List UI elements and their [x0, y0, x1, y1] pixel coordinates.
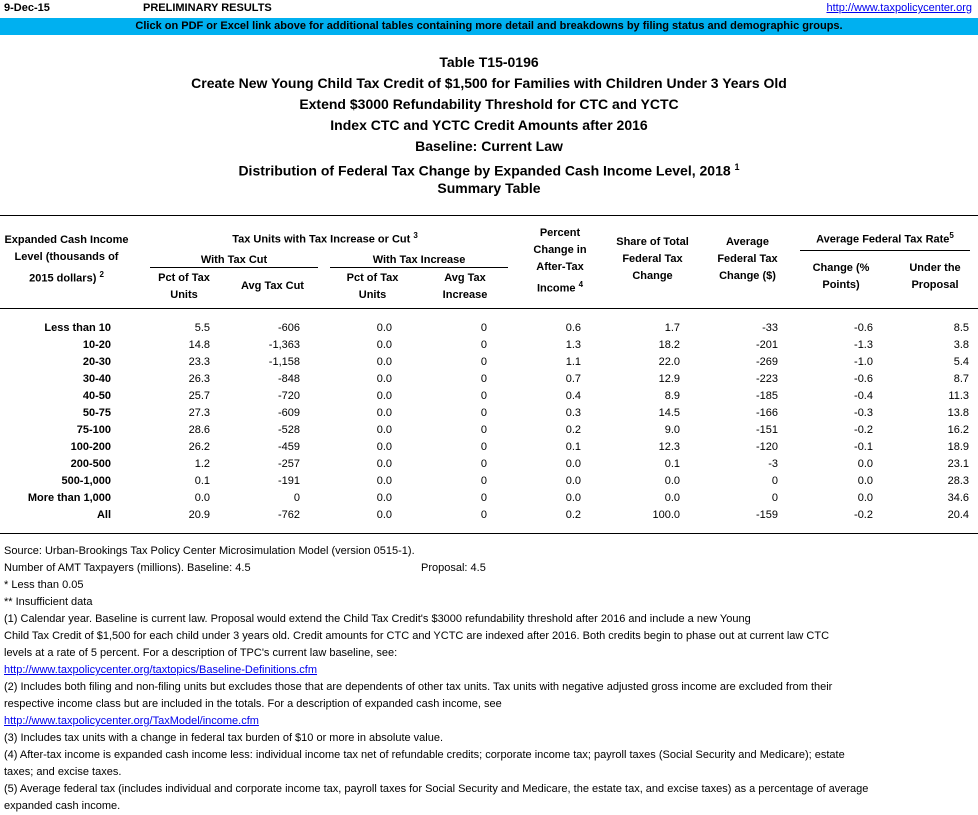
value-cell: 16.2	[947, 424, 969, 436]
info-banner: Click on PDF or Excel link above for additional tables containing more detail and breakdowns by filing status and demographic groups.	[0, 18, 978, 35]
value-cell: -0.4	[854, 390, 873, 402]
value-cell: -0.1	[854, 441, 873, 453]
value-cell: 0.0	[376, 322, 392, 334]
footnote-2-cont: respective income class but are included in the totals. For a description of expanded cash income, see	[4, 698, 502, 710]
value-cell: 0	[771, 492, 778, 504]
value-cell: 0.1	[194, 475, 210, 487]
value-cell: -609	[277, 407, 300, 419]
value-cell: 20.9	[188, 509, 210, 521]
income-level-cell: 75-100	[76, 424, 111, 436]
title-line: Index CTC and YCTC Credit Amounts after 2016	[330, 117, 648, 133]
value-cell: 14.8	[188, 339, 210, 351]
value-cell: 0.0	[857, 475, 873, 487]
value-cell: 28.6	[188, 424, 210, 436]
value-cell: 0.0	[376, 441, 392, 453]
top-bar	[0, 0, 978, 17]
footnote-1-cont: levels at a rate of 5 percent. For a description of TPC's current law baseline, see:	[4, 647, 398, 659]
value-cell: 1.7	[664, 322, 680, 334]
value-cell: 13.8	[947, 407, 969, 419]
footnote-4-cont: taxes; and excise taxes.	[4, 766, 122, 778]
title-line: Extend $3000 Refundability Threshold for CTC and YCTC	[299, 96, 679, 112]
table-row	[0, 405, 969, 422]
income-level-cell: 100-200	[70, 441, 111, 453]
value-cell: -762	[277, 509, 300, 521]
value-cell: 0.0	[376, 373, 392, 385]
value-cell: 5.4	[953, 356, 969, 368]
value-cell: 1.3	[565, 339, 581, 351]
table-row	[0, 507, 969, 524]
value-cell: -0.3	[854, 407, 873, 419]
value-cell: -223	[755, 373, 778, 385]
value-cell: 0	[480, 322, 487, 334]
value-cell: -185	[755, 390, 778, 402]
value-cell: -1.3	[854, 339, 873, 351]
income-level-cell: Less than 10	[44, 322, 111, 334]
value-cell: 18.2	[658, 339, 680, 351]
footnote-1-cont: Child Tax Credit of $1,500 for each child under 3 years old. Credit amounts for CTC and YCTC are indexed after 2016. Both credits begin to phase out at current law CTC	[4, 630, 830, 642]
value-cell: 0	[480, 373, 487, 385]
title-line: Create New Young Child Tax Credit of $1,500 for Families with Children Under 3 Years Old	[191, 75, 787, 91]
footnote-4: (4) After-tax income is expanded cash income less: individual income tax net of refundable credits; corporate income tax; payroll taxes (Social Security and Medicare); estate	[4, 749, 845, 761]
value-cell: -1.0	[854, 356, 873, 368]
col-avg-tax-cut: Avg Tax Cut	[241, 280, 304, 292]
value-cell: -33	[762, 322, 778, 334]
value-cell: 0.0	[376, 390, 392, 402]
value-cell: -0.6	[854, 322, 873, 334]
income-level-cell: All	[96, 509, 111, 521]
col-avg-fed-change: Average Federal Tax Change ($)	[717, 236, 778, 282]
income-level-cell: 30-40	[82, 373, 111, 385]
value-cell: 0.0	[376, 492, 392, 504]
col-share-total: Share of Total Federal Tax Change	[616, 236, 689, 282]
value-cell: 0.0	[565, 475, 581, 487]
value-cell: 1.1	[565, 356, 581, 368]
value-cell: 0.3	[565, 407, 581, 419]
value-cell: 18.9	[947, 441, 969, 453]
baseline-title: Baseline: Current Law	[415, 138, 563, 154]
footnote-5-cont: expanded cash income.	[4, 800, 121, 812]
value-cell: 0.7	[565, 373, 581, 385]
footnote-5: (5) Average federal tax (includes individual and corporate income tax, payroll taxes for Social Security and Medicare, the estate tax, and excise taxes) as a percentage of average	[4, 783, 869, 795]
source-note: Source: Urban-Brookings Tax Policy Center Microsimulation Model (version 0515-1).	[4, 545, 415, 557]
income-level-cell: More than 1,000	[27, 492, 111, 504]
value-cell: -1,363	[268, 339, 300, 351]
value-cell: 0.0	[857, 458, 873, 470]
value-cell: 20.4	[947, 509, 969, 521]
value-cell: 0.2	[565, 424, 581, 436]
header-bottom-rule	[0, 308, 978, 309]
table-row	[0, 371, 969, 388]
col-group-avg-rate: Average Federal Tax Rate$^5$	[816, 231, 954, 246]
less-than-note: * Less than 0.05	[4, 579, 84, 591]
value-cell: 9.0	[664, 424, 680, 436]
value-cell: 27.3	[188, 407, 210, 419]
value-cell: 0.6	[565, 322, 581, 334]
value-cell: 0.4	[565, 390, 581, 402]
value-cell: 8.9	[664, 390, 680, 402]
with-increase-underline	[330, 267, 508, 268]
value-cell: -0.2	[854, 509, 873, 521]
income-level-cell: 50-75	[82, 407, 111, 419]
table-row	[0, 439, 969, 456]
value-cell: -0.6	[854, 373, 873, 385]
value-cell: 0.0	[565, 492, 581, 504]
value-cell: -159	[755, 509, 778, 521]
footnotes	[4, 543, 974, 815]
value-cell: -848	[277, 373, 300, 385]
value-cell: 0	[480, 424, 487, 436]
col-group-with-cut: With Tax Cut	[200, 254, 268, 266]
value-cell: 23.1	[947, 458, 969, 470]
value-cell: -528	[277, 424, 300, 436]
col-group-tax-units: Tax Units with Tax Increase or Cut $^3$	[232, 231, 418, 246]
value-cell: 8.7	[953, 373, 969, 385]
value-cell: 26.3	[188, 373, 210, 385]
value-cell: -166	[755, 407, 778, 419]
value-cell: 0	[480, 458, 487, 470]
col-avg-tax-increase: Avg Tax Increase	[442, 272, 488, 301]
footnote-2: (2) Includes both filing and non-filing units but excludes those that are dependents of other tax units. Tax units with negative adjusted gross income are excluded from their	[4, 681, 833, 693]
value-cell: 22.0	[658, 356, 680, 368]
value-cell: 0	[480, 492, 487, 504]
income-definition-link[interactable]: http://www.taxpolicycenter.org/TaxModel/income.cfm	[4, 715, 259, 727]
avg-rate-underline	[800, 250, 970, 251]
header-top-rule	[0, 215, 978, 216]
value-cell: 100.0	[652, 509, 680, 521]
value-cell: 0.0	[376, 509, 392, 521]
value-cell: 0.0	[857, 492, 873, 504]
site-link[interactable]: http://www.taxpolicycenter.org	[826, 2, 972, 14]
table-row	[0, 354, 969, 371]
value-cell: 0	[771, 475, 778, 487]
value-cell: 0	[480, 441, 487, 453]
col-pct-units-cut: Pct of Tax Units	[158, 272, 210, 301]
summary-title: Summary Table	[437, 180, 541, 196]
value-cell: 0.0	[664, 492, 680, 504]
value-cell: 12.3	[658, 441, 680, 453]
amt-note: Number of AMT Taxpayers (millions). Baseline: 4.5 Proposal: 4.5	[4, 562, 486, 574]
value-cell: 23.3	[188, 356, 210, 368]
value-cell: 25.7	[188, 390, 210, 402]
footnote-1: (1) Calendar year. Baseline is current law. Proposal would extend the Child Tax Credit's $3000 refundability threshold after 2016 and include a new Young	[4, 613, 751, 625]
value-cell: 12.9	[658, 373, 680, 385]
value-cell: 0	[480, 390, 487, 402]
summary-table	[0, 320, 969, 524]
value-cell: -201	[755, 339, 778, 351]
value-cell: 5.5	[194, 322, 210, 334]
value-cell: 1.2	[194, 458, 210, 470]
income-level-cell: 20-30	[82, 356, 111, 368]
value-cell: 0.0	[664, 475, 680, 487]
income-level-cell: 200-500	[70, 458, 111, 470]
col-group-with-increase: With Tax Increase	[372, 254, 466, 266]
value-cell: -191	[277, 475, 300, 487]
report-date: 9-Dec-15	[4, 2, 50, 14]
col-pct-units-inc: Pct of Tax Units	[346, 272, 399, 301]
value-cell: 0	[480, 356, 487, 368]
table-titles	[0, 52, 978, 199]
value-cell: -120	[755, 441, 778, 453]
col-rate-change: Change (% Points)	[812, 262, 870, 291]
value-cell: 11.3	[948, 390, 969, 402]
col-pct-change-after-tax: Percent Change in After-Tax Income $^4$	[533, 227, 587, 295]
table-row	[0, 473, 969, 490]
value-cell: -0.2	[854, 424, 873, 436]
value-cell: 0.0	[194, 492, 210, 504]
value-cell: 0.0	[376, 424, 392, 436]
value-cell: 0	[293, 492, 300, 504]
value-cell: -459	[277, 441, 300, 453]
value-cell: -3	[768, 458, 778, 470]
income-level-cell: 40-50	[82, 390, 111, 402]
value-cell: 14.5	[658, 407, 680, 419]
value-cell: 0.0	[376, 407, 392, 419]
value-cell: 0.1	[565, 441, 581, 453]
value-cell: -257	[277, 458, 300, 470]
value-cell: 0.0	[376, 475, 392, 487]
value-cell: 8.5	[953, 322, 969, 334]
income-level-cell: 500-1,000	[61, 475, 111, 487]
value-cell: -720	[277, 390, 300, 402]
table-id: Table T15-0196	[439, 54, 539, 70]
value-cell: 0	[480, 509, 487, 521]
value-cell: 0.0	[376, 458, 392, 470]
table-row	[0, 337, 969, 354]
value-cell: 0	[480, 339, 487, 351]
value-cell: -151	[755, 424, 778, 436]
income-level-cell: 10-20	[82, 339, 111, 351]
value-cell: 0.0	[376, 356, 392, 368]
table-bottom-rule	[0, 533, 978, 534]
value-cell: -1,158	[268, 356, 300, 368]
value-cell: -269	[755, 356, 778, 368]
distribution-title: Distribution of Federal Tax Change by Expanded Cash Income Level, 2018 $^1$	[238, 162, 740, 179]
value-cell: 26.2	[188, 441, 210, 453]
baseline-definitions-link[interactable]: http://www.taxpolicycenter.org/taxtopics/Baseline-Definitions.cfm	[4, 664, 318, 676]
col-income-level: Expanded Cash Income Level (thousands of 2015 dollars) $^2$	[4, 234, 129, 285]
value-cell: 0.0	[376, 339, 392, 351]
value-cell: 34.6	[947, 492, 969, 504]
footnote-3: (3) Includes tax units with a change in federal tax burden of $10 or more in absolute value.	[4, 732, 444, 744]
table-row	[0, 320, 969, 337]
status-label: PRELIMINARY RESULTS	[143, 2, 272, 14]
col-rate-under-proposal: Under the Proposal	[909, 262, 961, 291]
value-cell: -606	[277, 322, 300, 334]
value-cell: 0.2	[565, 509, 581, 521]
value-cell: 3.8	[953, 339, 969, 351]
table-row	[0, 490, 969, 507]
value-cell: 0	[480, 407, 487, 419]
insufficient-note: ** Insufficient data	[4, 596, 93, 608]
value-cell: 0.1	[664, 458, 680, 470]
table-row	[0, 456, 969, 473]
table-row	[0, 422, 969, 439]
value-cell: 0	[480, 475, 487, 487]
value-cell: 28.3	[947, 475, 969, 487]
with-cut-underline	[150, 267, 318, 268]
table-row	[0, 388, 969, 405]
value-cell: 0.0	[565, 458, 581, 470]
